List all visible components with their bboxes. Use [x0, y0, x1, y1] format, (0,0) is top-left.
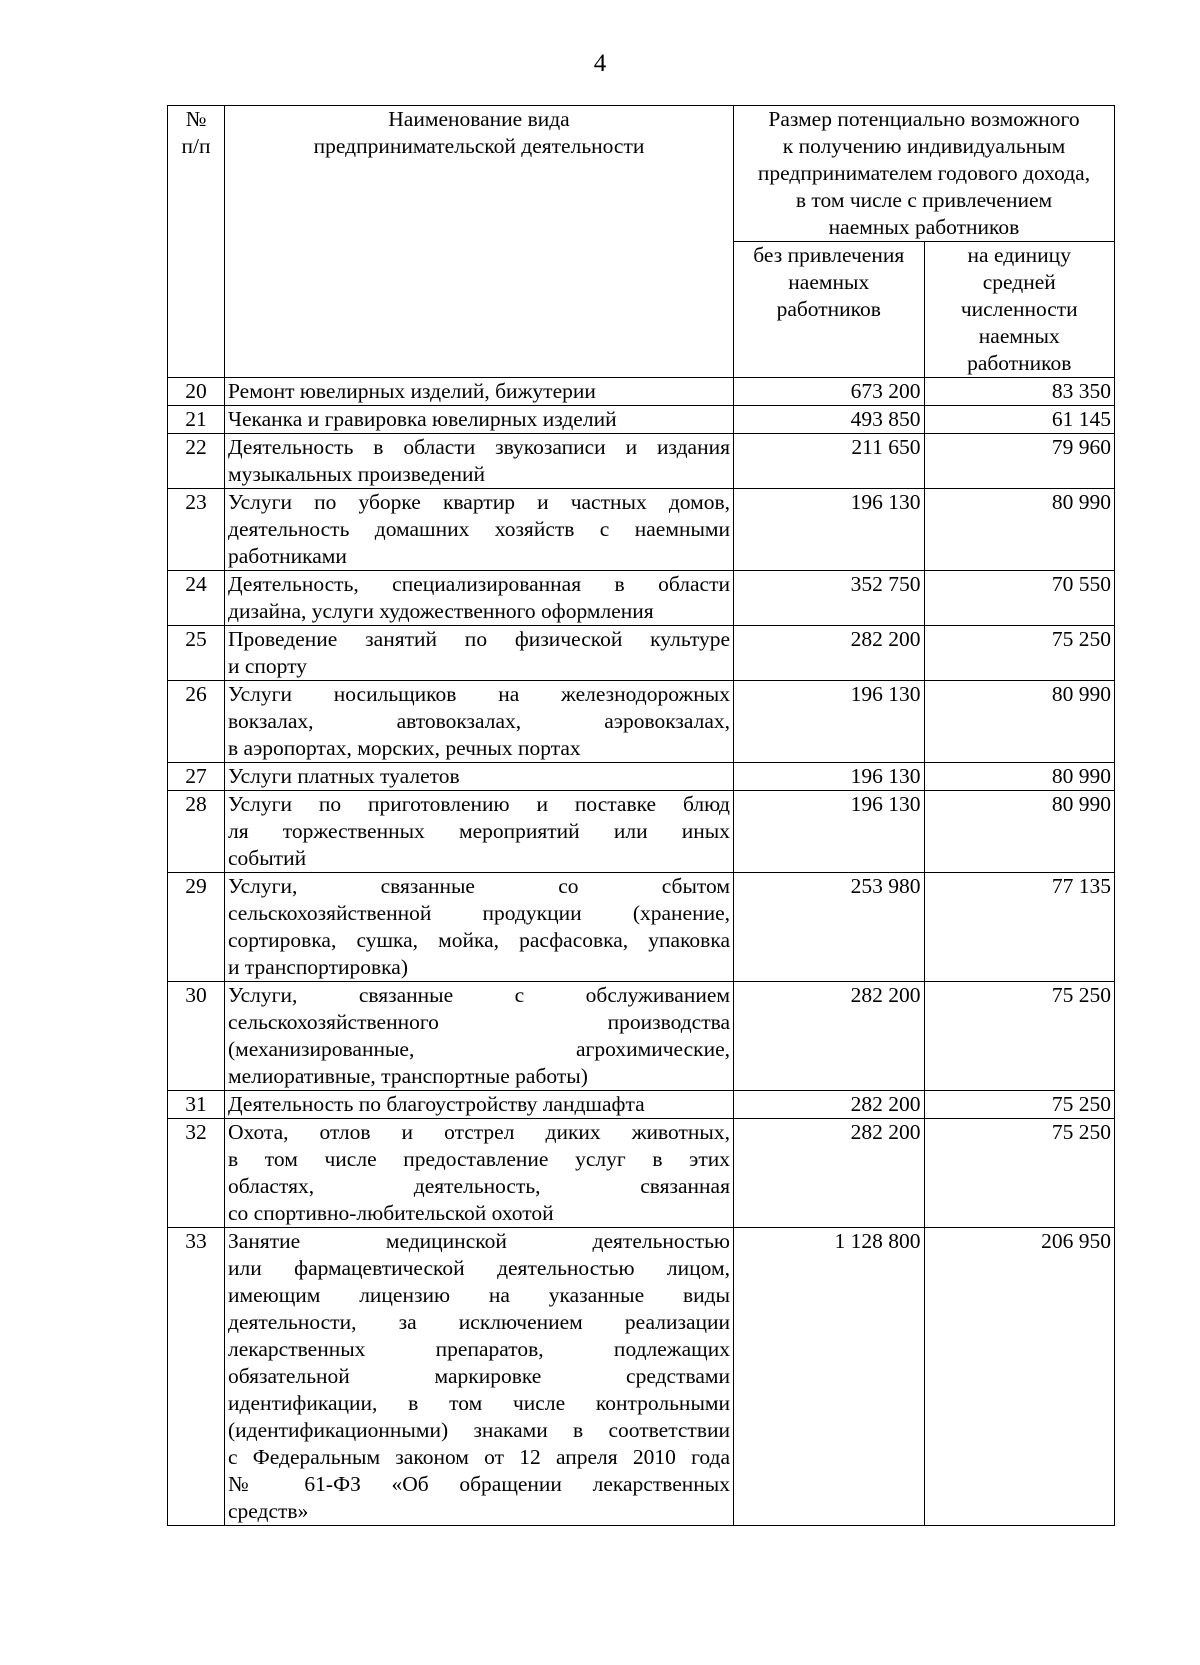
activity-name-line: работниками: [228, 544, 347, 568]
row-income-per-employee: 75 250: [924, 982, 1115, 1091]
header-per-employee: [924, 242, 1115, 378]
row-number: 25: [168, 626, 225, 681]
table-row: [168, 763, 1115, 791]
row-income-per-employee: 77 135: [924, 873, 1115, 982]
activity-name-line: средств»: [228, 1499, 309, 1523]
row-number: 26: [168, 681, 225, 763]
activity-name-line: Ремонт ювелирных изделий, бижутерии: [228, 379, 596, 403]
row-income-per-employee: 80 990: [924, 791, 1115, 873]
row-income-without-employees: 196 130: [734, 763, 925, 791]
table-body: [168, 378, 1115, 1526]
row-number: 20: [168, 378, 225, 406]
activity-name-line: (идентификационными) знаками в соответствии: [228, 1418, 730, 1442]
activity-name-line: идентификации, в том числе контрольными: [228, 1391, 730, 1415]
row-number: 28: [168, 791, 225, 873]
row-income-without-employees: 282 200: [734, 1091, 925, 1119]
row-number: 22: [168, 434, 225, 489]
activity-name-line: обязательной маркировке средствами: [228, 1364, 730, 1388]
activity-name-line: деятельности, за исключением реализации: [228, 1310, 730, 1334]
header-without-employees: [734, 242, 925, 378]
row-number: 30: [168, 982, 225, 1091]
activity-name-line: № 61-ФЗ «Об обращении лекарственных: [228, 1472, 730, 1496]
activity-name-line: сельскохозяйственной продукции (хранение,: [228, 901, 730, 925]
activity-name-line: Занятие медицинской деятельностью: [228, 1229, 730, 1253]
header-sub-line: работников: [776, 297, 881, 321]
activity-name-line: Услуги, связанные со сбытом: [228, 874, 730, 898]
row-income-without-employees: 211 650: [734, 434, 925, 489]
row-income-without-employees: 493 850: [734, 406, 925, 434]
activity-name-line: мелиоративные, транспортные работы): [228, 1064, 588, 1088]
row-income-without-employees: 673 200: [734, 378, 925, 406]
activity-name-line: Деятельность, специализированная в области: [228, 572, 730, 596]
table-row: [168, 489, 1115, 571]
header-sub-line: численности: [960, 297, 1078, 321]
row-income-without-employees: 1 128 800: [734, 1228, 925, 1526]
activity-name-line: (механизированные, агрохимические,: [228, 1037, 730, 1061]
row-activity-name: [225, 434, 734, 489]
row-number: 27: [168, 763, 225, 791]
row-income-per-employee: 70 550: [924, 571, 1115, 626]
row-activity-name: [225, 378, 734, 406]
row-income-without-employees: 352 750: [734, 571, 925, 626]
header-number-column: [168, 106, 225, 378]
row-activity-name: [225, 489, 734, 571]
table-row: [168, 626, 1115, 681]
activity-name-line: сельскохозяйственного производства: [228, 1010, 730, 1034]
activity-name-line: и транспортировка): [228, 955, 408, 979]
header-number-line: п/п: [181, 134, 211, 158]
row-activity-name: [225, 626, 734, 681]
row-activity-name: [225, 1091, 734, 1119]
header-sub-line: на единицу: [967, 243, 1071, 267]
activity-name-line: в том числе предоставление услуг в этих: [228, 1147, 730, 1171]
row-income-per-employee: 79 960: [924, 434, 1115, 489]
activity-name-line: лекарственных препаратов, подлежащих: [228, 1337, 730, 1361]
row-income-without-employees: 282 200: [734, 1119, 925, 1228]
table-row: [168, 434, 1115, 489]
table-row: [168, 406, 1115, 434]
header-sub-line: работников: [967, 351, 1072, 375]
header-name-line: предпринимательской деятельности: [313, 134, 645, 158]
row-income-per-employee: 75 250: [924, 626, 1115, 681]
row-income-per-employee: 61 145: [924, 406, 1115, 434]
page-number: 4: [593, 50, 607, 77]
row-activity-name: [225, 763, 734, 791]
row-number: 21: [168, 406, 225, 434]
row-number: 33: [168, 1228, 225, 1526]
header-number-line: №: [185, 107, 207, 131]
table-row: [168, 378, 1115, 406]
activity-name-line: областях, деятельность, связанная: [228, 1174, 730, 1198]
row-income-per-employee: 83 350: [924, 378, 1115, 406]
header-sub-line: наемных: [978, 324, 1060, 348]
activity-name-line: Чеканка и гравировка ювелирных изделий: [228, 407, 617, 431]
row-activity-name: [225, 873, 734, 982]
table-header: [168, 106, 1115, 378]
row-income-without-employees: 282 200: [734, 982, 925, 1091]
activity-name-line: со спортивно-любительской охотой: [228, 1201, 554, 1225]
row-income-per-employee: 206 950: [924, 1228, 1115, 1526]
row-income-without-employees: 253 980: [734, 873, 925, 982]
table-row: [168, 681, 1115, 763]
table-row: [168, 1091, 1115, 1119]
activity-name-line: деятельность домашних хозяйств с наемными: [228, 517, 730, 541]
row-activity-name: [225, 791, 734, 873]
table-row: [168, 791, 1115, 873]
row-number: 31: [168, 1091, 225, 1119]
header-group-line: наемных работников: [828, 215, 1020, 239]
header-activity-name-column: [225, 106, 734, 378]
activity-name-line: ля торжественных мероприятий или иных: [228, 819, 730, 843]
table-row: [168, 571, 1115, 626]
activity-name-line: имеющим лицензию на указанные виды: [228, 1283, 730, 1307]
activity-name-line: с Федеральным законом от 12 апреля 2010 года: [228, 1445, 730, 1469]
header-income-group: [734, 106, 1115, 242]
header-name-line: Наименование вида: [388, 107, 570, 131]
row-activity-name: [225, 406, 734, 434]
row-income-per-employee: 75 250: [924, 1119, 1115, 1228]
activity-name-line: Услуги, связанные с обслуживанием: [228, 983, 730, 1007]
activity-name-line: Услуги платных туалетов: [228, 764, 460, 788]
row-number: 23: [168, 489, 225, 571]
activity-name-line: и спорту: [228, 654, 308, 678]
table-row: [168, 1228, 1115, 1526]
header-group-line: предпринимателем годового дохода,: [757, 161, 1091, 185]
activity-name-line: музыкальных произведений: [228, 462, 486, 486]
activity-name-line: Деятельность в области звукозаписи и издания: [228, 435, 730, 459]
row-activity-name: [225, 1119, 734, 1228]
header-group-line: Размер потенциально возможного: [768, 107, 1080, 131]
table-row: [168, 982, 1115, 1091]
activity-name-line: вокзалах, автовокзалах, аэровокзалах,: [228, 709, 730, 733]
activity-name-line: сортировка, сушка, мойка, расфасовка, упаковка: [228, 928, 730, 952]
row-income-without-employees: 196 130: [734, 489, 925, 571]
row-income-per-employee: 80 990: [924, 763, 1115, 791]
row-activity-name: [225, 681, 734, 763]
activity-name-line: Услуги по приготовлению и поставке блюд: [228, 792, 730, 816]
table-row: [168, 1119, 1115, 1228]
row-income-per-employee: 75 250: [924, 1091, 1115, 1119]
activity-name-line: событий: [228, 846, 307, 870]
activity-name-line: дизайна, услуги художественного оформления: [228, 599, 654, 623]
activity-name-line: в аэропортах, морских, речных портах: [228, 736, 581, 760]
row-number: 29: [168, 873, 225, 982]
header-sub-line: наемных: [788, 270, 870, 294]
row-activity-name: [225, 571, 734, 626]
activity-name-line: Деятельность по благоустройству ландшафта: [228, 1092, 645, 1116]
header-group-line: к получению индивидуальным: [782, 134, 1066, 158]
activity-name-line: Услуги носильщиков на железнодорожных: [228, 682, 730, 706]
activity-name-line: Услуги по уборке квартир и частных домов,: [228, 490, 730, 514]
table-row: [168, 873, 1115, 982]
activity-name-line: или фармацевтической деятельностью лицом,: [228, 1256, 730, 1280]
row-income-per-employee: 80 990: [924, 681, 1115, 763]
header-group-line: в том числе с привлечением: [795, 188, 1053, 212]
header-sub-line: без привлечения: [753, 243, 905, 267]
header-sub-line: средней: [982, 270, 1056, 294]
row-number: 24: [168, 571, 225, 626]
row-activity-name: [225, 982, 734, 1091]
row-activity-name: [225, 1228, 734, 1526]
activity-name-line: Проведение занятий по физической культуре: [228, 627, 730, 651]
income-table: [167, 105, 1115, 1526]
activity-name-line: Охота, отлов и отстрел диких животных,: [228, 1120, 730, 1144]
row-number: 32: [168, 1119, 225, 1228]
row-income-without-employees: 196 130: [734, 681, 925, 763]
row-income-without-employees: 196 130: [734, 791, 925, 873]
row-income-per-employee: 80 990: [924, 489, 1115, 571]
row-income-without-employees: 282 200: [734, 626, 925, 681]
